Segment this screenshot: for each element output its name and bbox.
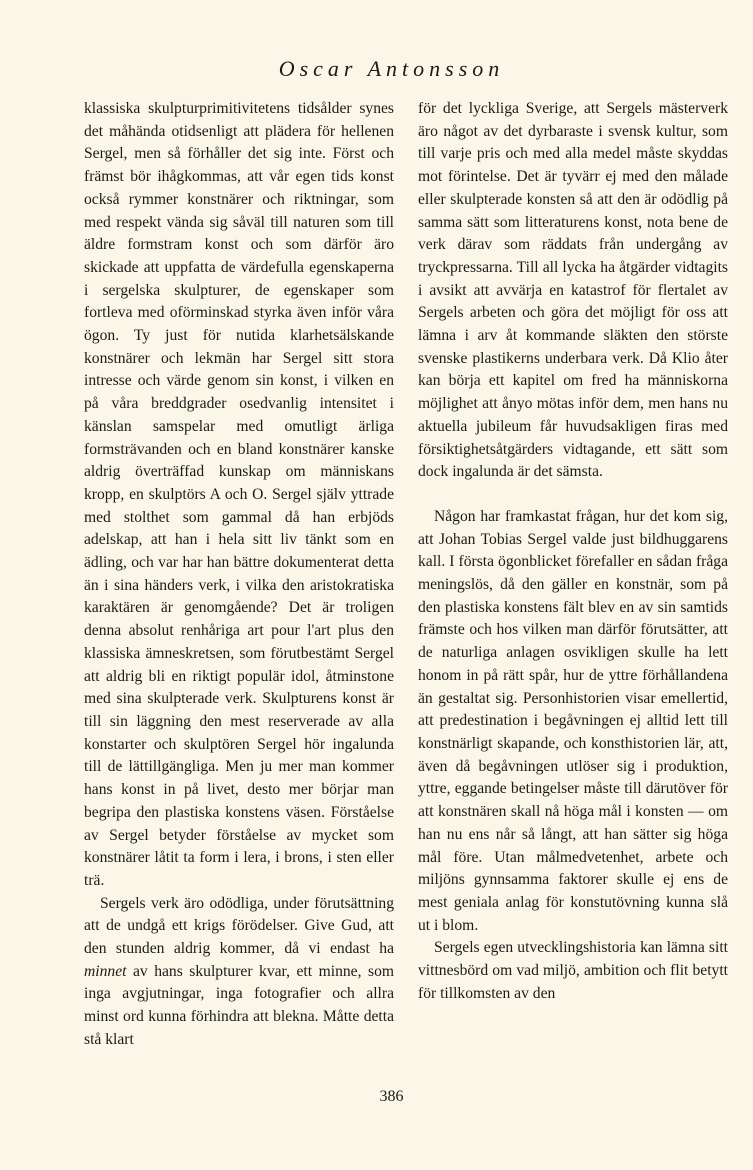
left-paragraph-2-text-b: av hans skulpturer kvar, ett minne, som inga avgjutningar, inga fotografier och allra minst ord kunna förhindra att blekna. Måtte detta stå klart — [84, 962, 394, 1048]
running-header-author: Oscar Antonsson — [278, 56, 505, 81]
left-paragraph-2-text-a: Sergels verk äro odödliga, under förutsättning att de undgå ett krigs förödelser. Give Gud, att den stunden aldrig kommer, då vi endast ha — [84, 894, 394, 958]
page-number: 386 — [379, 1088, 404, 1105]
left-paragraph-1: klassiska skulpturprimitivitetens tidsålder synes det måhända otidsenligt att plädera för hellenen Sergel, men så förhåller det sig inte. Först och främst bör ihågkommas, att vår egen tids konst också rymmer konstnärer och riktningar, som med respekt vända sig såväl till naturen som till äldre formstram konst och som därför äro skickade att uppfatta de värdefulla egenskaperna i sergelska skulpturer, de egenskaper som fortleva med oförminskad styrka även inför våra ögon. Ty just för nutida klarhetsälskande konstnärer och lekmän har Sergel sitt stora intresse och värde genom sin konst, i vilken en på våra breddgrader osedvanlig intensitet i känslan samspelar med omutligt ärliga formsträvanden och en bland konstnärer kanske aldrig överträffad kunskap om människans kropp, en skulptörs A och O. Sergel själv yttrade med stolthet som gammal då han erbjöds adelskap, att han i hela sitt liv tänkt som en ädling, och var har han bättre dokumenterat detta än i sina händers verk, i vilka den aristokratiska karaktären är genomgående? Det är troligen denna absolut renhåriga art pour l'art plus den klassiska ämneskretsen, som förutbestämt Sergel att aldrig bli en riktigt populär idol, åtminstone med sina skulpterade verk. Skulpturens konst är till sin läggning den mest reserverade av alla konstarter och skulptören Sergel hör ingalunda till de lättillgängliga. Men ju mer man kommer hans konst in på livet, desto mer börjar man begripa den plastiska konstens väsen. Förståelse av Sergel betyder förståelse av mycket som konstnärer låtit ta form i lera, i brons, i sten eller trä. — [84, 100, 394, 889]
right-paragraph-2: Någon har framkastat frågan, hur det kom sig, att Johan Tobias Sergel valde just bildhuggarens kall. I första ögonblicket förefaller en sådan fråga meningslös, då den gäller en konstnär, som på den plastiska konstens fält blev en av sin samtids främste och hos vilken man därför förutsätter, att de naturliga anlagen osvikligen skulle ha lett honom in på rätt spår, hur de yttre förhållandena än gestaltat sig. Personhistorien visar emellertid, att predestination i begåvningen ej alltid lett till konstnärligt skapande, och konsthistorien lär, att, även då begåvningen utlöser sig i produktion, yttre, eggande betingelser måste till därutöver för att konstnären skall nå höga mål i konsten — om han nu ens når så långt, att han sätter sig höga mål före. Utan målmedvetenhet, arbete och miljöns gynnsamma faktorer skulle ej ens de mest geniala anlag för konstutövning kunna slå ut i blom. — [418, 507, 728, 934]
right-text-column — [418, 98, 728, 1005]
right-paragraph-1: för det lyckliga Sverige, att Sergels mästerverk äro något av det dyrbaraste i svensk kultur, som till varje pris och med alla medel måste skyddas mot förintelse. Det är tyvärr ej med den målade eller skulpterade konsten så att den är odödlig på samma sätt som litteraturens konst, nota bene de verk därav som räddats från undergång av tryckpressarna. Till all lycka ha åtgärder vidtagits i avsikt att avvärja en katastrof för flertalet av Sergels arbeten och göra det möjligt för oss att lämna i arv åt kommande släkten den störste svenske plastikerns underbara verk. Då Klio åter kan börja ett kapitel om fred ha människorna möjlighet att ånyo mötas inför dem, men hans nu aktuella jubileum får huvudsakligen firas med försiktighetsåtgärders vidtagande, ett sätt som dock ingalunda är det sämsta. — [418, 100, 728, 481]
italic-word-minnet: minnet — [84, 962, 127, 980]
left-text-column — [84, 98, 394, 1052]
right-paragraph-3: Sergels egen utvecklingshistoria kan lämna sitt vittnesbörd om vad miljö, ambition och flit betytt för tillkomsten av den — [418, 939, 728, 1002]
left-paragraph-2 — [84, 893, 394, 1052]
